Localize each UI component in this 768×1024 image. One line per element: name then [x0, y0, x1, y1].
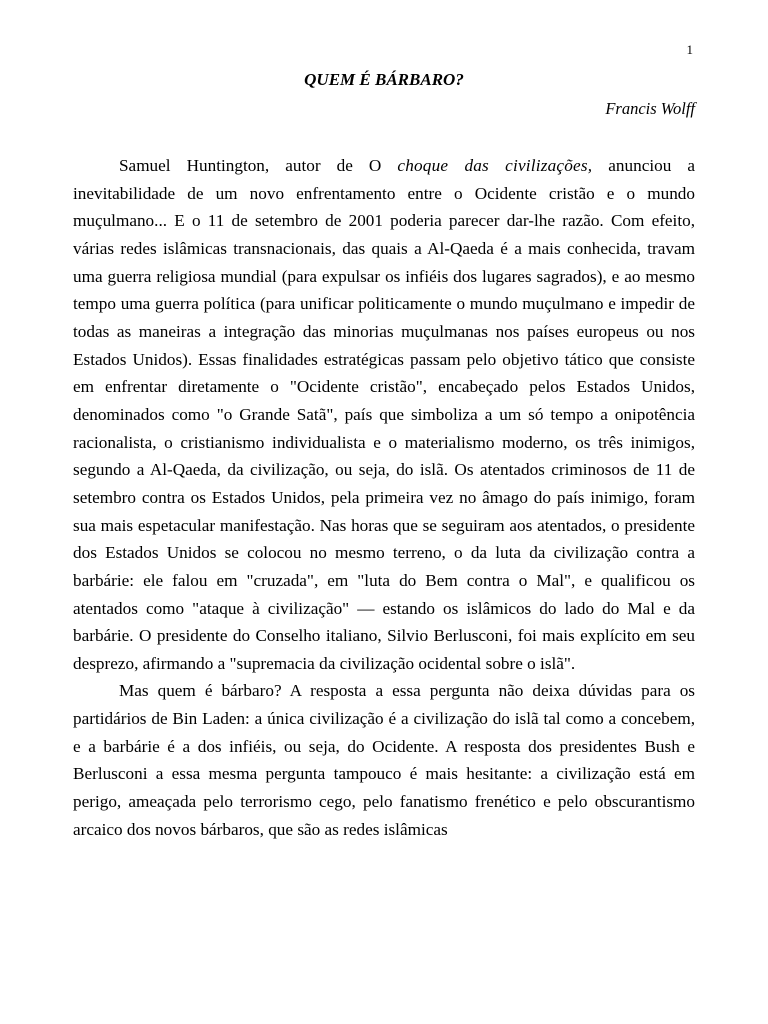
author-name: Francis Wolff [605, 99, 695, 118]
page-number: 1 [686, 42, 693, 57]
book-title-italic: choque das civilizações, [397, 156, 593, 175]
document-body [73, 152, 695, 843]
paragraph-1 [73, 152, 695, 677]
paragraph-1-text-start: Samuel Huntington, autor de O [119, 156, 398, 175]
paragraph-2: Mas quem é bárbaro? A resposta a essa pergunta não deixa dúvidas para os partidários de Bin Laden: a única civilização é a civilização do islã tal como a concebem, e a barbárie é a dos infiéis, ou seja, do Ocidente. A resposta dos presidentes Bush e Berlusconi a essa mesma pergunta tampouco é mais hesitante: a civilização está em perigo, ameaçada pelo terrorismo cego, pelo fanatismo frenético e pelo obscurantismo arcaico dos novos bárbaros, que são as redes islâmicas [73, 681, 695, 839]
paragraph-1-text-rest: anunciou a inevitabilidade de um novo enfrentamento entre o Ocidente cristão e o mundo muçulmano... E o 11 de setembro de 2001 poderia parecer dar-lhe razão. Com efeito, várias redes islâmicas transnacionais, das quais a Al-Qaeda é a mais conhecida, travam uma guerra religiosa mundial (para expulsar os infiéis dos lugares sagrados), e ao mesmo tempo uma guerra política (para unificar politicamente o mundo muçulmano e impedir de todas as maneiras a integração das minorias muçulmanas nos países europeus ou nos Estados Unidos). Essas finalidades estratégicas passam pelo objetivo tático que consiste em enfrentar diretamente o "Ocidente cristão", encabeçado pelos Estados Unidos, denominados como "o Grande Satã", país que simboliza a um só tempo a onipotência racionalista, o cristianismo individualista e o materialismo moderno, os três inimigos, segundo a Al-Qaeda, da civilização, ou seja, do islã. Os atentados criminosos de 11 de setembro contra os Estados Unidos, pela primeira vez no âmago do país inimigo, foram sua mais espetacular manifestação. Nas horas que se seguiram aos atentados, o presidente dos Estados Unidos se colocou no mesmo terreno, o da luta da civilização contra a barbárie: ele falou em "cruzada", em "luta do Bem contra o Mal", e qualificou os atentados como "ataque à civilização" — estando os islâmicos do lado do Mal e da barbárie. O presidente do Conselho italiano, Silvio Berlusconi, foi mais explícito em seu desprezo, afirmando a "supremacia da civilização ocidental sobre o islã". [73, 156, 695, 673]
document-title: QUEM É BÁRBARO? [304, 70, 464, 89]
